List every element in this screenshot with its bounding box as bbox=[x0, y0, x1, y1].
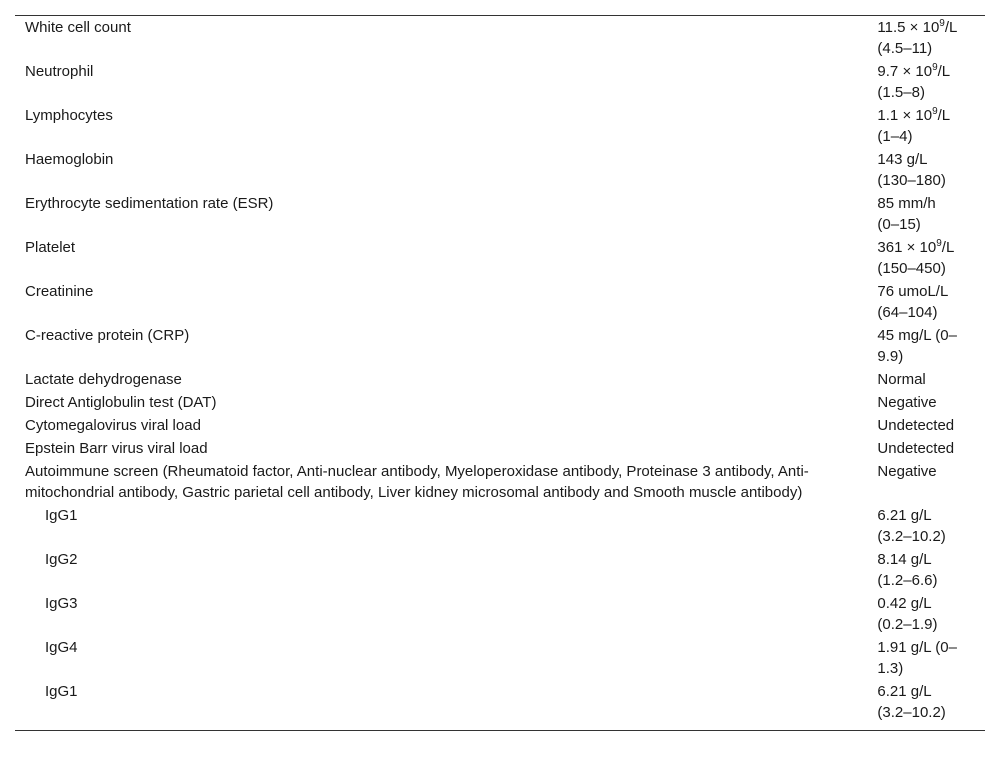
test-name: Lactate dehydrogenase bbox=[25, 371, 182, 388]
test-result bbox=[873, 281, 985, 325]
test-name: Platelet bbox=[25, 239, 76, 256]
reference-range: (3.2–10.2) bbox=[877, 528, 946, 545]
test-name: Cytomegalovirus viral load bbox=[25, 417, 201, 434]
reference-range: (0–15) bbox=[877, 216, 921, 233]
result-value: 85 mm/h bbox=[877, 195, 936, 212]
table-row bbox=[15, 681, 985, 731]
test-result bbox=[873, 505, 985, 549]
test-result bbox=[873, 438, 985, 461]
table-row bbox=[15, 61, 985, 105]
table-row bbox=[15, 392, 985, 415]
test-result bbox=[873, 16, 985, 62]
test-result bbox=[873, 415, 985, 438]
test-result bbox=[873, 593, 985, 637]
test-name: Lymphocytes bbox=[25, 107, 113, 124]
result-value: Undetected bbox=[877, 417, 955, 434]
test-name: White cell count bbox=[25, 19, 131, 36]
table-row bbox=[15, 369, 985, 392]
test-name: Creatinine bbox=[25, 283, 94, 300]
table-row bbox=[15, 105, 985, 149]
test-name: IgG2 bbox=[45, 551, 78, 568]
result-value: Negative bbox=[877, 463, 937, 480]
test-name: IgG1 bbox=[45, 683, 78, 700]
test-result bbox=[873, 549, 985, 593]
result-value: $11.5 \times 10^9/L$ bbox=[877, 18, 958, 36]
test-result bbox=[873, 105, 985, 149]
result-value: 1.91 g/L (0– bbox=[877, 639, 957, 656]
result-value: Negative bbox=[877, 394, 937, 411]
test-name: Erythrocyte sedimentation rate (ESR) bbox=[25, 195, 274, 212]
test-result bbox=[873, 461, 985, 505]
result-value: 6.21 g/L bbox=[877, 507, 932, 524]
result-value: 45 mg/L (0– bbox=[877, 327, 957, 344]
table-row bbox=[15, 281, 985, 325]
table-row bbox=[15, 593, 985, 637]
result-value: 6.21 g/L bbox=[877, 683, 932, 700]
test-name: IgG3 bbox=[45, 595, 78, 612]
reference-range: (1–4) bbox=[877, 128, 913, 145]
reference-range: 9.9) bbox=[877, 348, 904, 365]
test-result bbox=[873, 149, 985, 193]
table-row bbox=[15, 149, 985, 193]
test-name: IgG1 bbox=[45, 507, 78, 524]
test-result bbox=[873, 637, 985, 681]
reference-range: (1.2–6.6) bbox=[877, 572, 938, 589]
test-result bbox=[873, 61, 985, 105]
table-row bbox=[15, 637, 985, 681]
test-name: IgG4 bbox=[45, 639, 78, 656]
result-value: $9.7 \times 10^9/L$ bbox=[877, 62, 951, 80]
test-result bbox=[873, 325, 985, 369]
lab-results-table bbox=[15, 15, 985, 731]
table-row bbox=[15, 505, 985, 549]
reference-range: (4.5–11) bbox=[877, 40, 933, 57]
test-result bbox=[873, 681, 985, 731]
table-row bbox=[15, 438, 985, 461]
reference-range: (64–104) bbox=[877, 304, 938, 321]
result-value: 0.42 g/L bbox=[877, 595, 932, 612]
test-result bbox=[873, 392, 985, 415]
table-row bbox=[15, 237, 985, 281]
table-row bbox=[15, 415, 985, 438]
result-value: Normal bbox=[877, 371, 926, 388]
table-row bbox=[15, 193, 985, 237]
table-row bbox=[15, 461, 985, 505]
reference-range: (130–180) bbox=[877, 172, 946, 189]
table-row bbox=[15, 325, 985, 369]
table-row bbox=[15, 16, 985, 62]
reference-range: (1.5–8) bbox=[877, 84, 925, 101]
reference-range: (150–450) bbox=[877, 260, 946, 277]
result-value: 143 g/L bbox=[877, 151, 928, 168]
result-value: 8.14 g/L bbox=[877, 551, 932, 568]
test-name: Haemoglobin bbox=[25, 151, 114, 168]
test-name: Neutrophil bbox=[25, 63, 94, 80]
result-value: $1.1 \times 10^9/L$ bbox=[877, 106, 951, 124]
reference-range: 1.3) bbox=[877, 660, 904, 677]
test-name: Autoimmune screen (Rheumatoid factor, Anti-nuclear antibody, Myeloperoxidase antibody, Proteinase 3 antibody, Anti-mitochondrial antibody, Gastric parietal cell antibody, Liver kidney microsomal antibody and Smooth muscle antibody) bbox=[25, 463, 809, 501]
test-result bbox=[873, 193, 985, 237]
table-row bbox=[15, 549, 985, 593]
test-name: C-reactive protein (CRP) bbox=[25, 327, 190, 344]
reference-range: (0.2–1.9) bbox=[877, 616, 938, 633]
result-value: 76 umoL/L bbox=[877, 283, 949, 300]
result-value: Undetected bbox=[877, 440, 955, 457]
test-name: Epstein Barr virus viral load bbox=[25, 440, 208, 457]
test-result bbox=[873, 369, 985, 392]
reference-range: (3.2–10.2) bbox=[877, 704, 946, 721]
test-name: Direct Antiglobulin test (DAT) bbox=[25, 394, 217, 411]
test-result bbox=[873, 237, 985, 281]
result-value: $361 \times 10^9/L$ bbox=[877, 238, 955, 256]
